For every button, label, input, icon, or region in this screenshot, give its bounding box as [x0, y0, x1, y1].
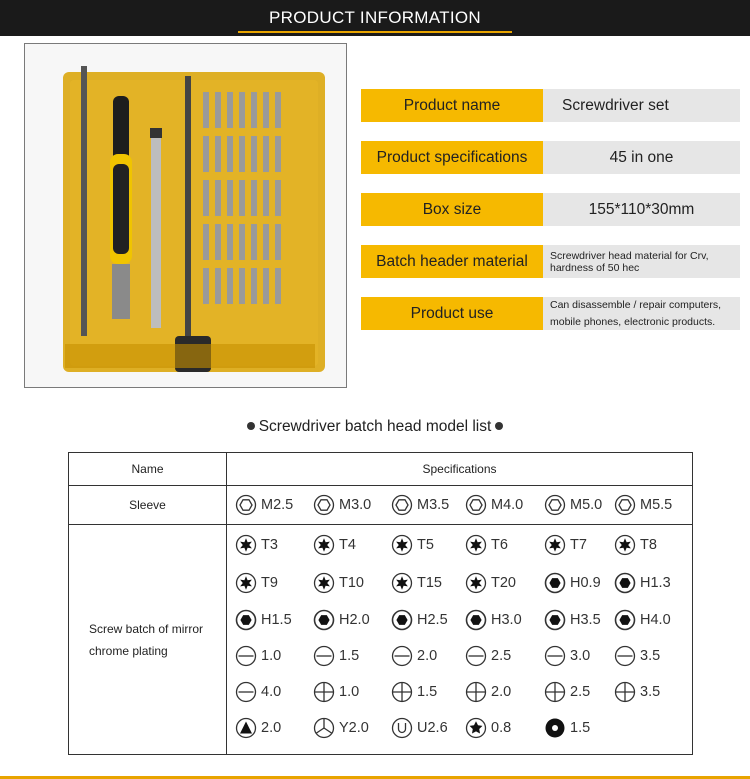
bit-model-label: H2.5 — [417, 612, 448, 628]
bit-model-label: T20 — [491, 575, 516, 591]
bit-model-label: 2.0 — [417, 648, 438, 664]
bit-model-label: T6 — [491, 537, 508, 553]
hex-key-icon — [391, 609, 413, 631]
bit-model — [235, 644, 281, 668]
bit-model — [465, 644, 511, 668]
bit-model-label: H2.0 — [339, 612, 370, 628]
bit-model-label: 1.5 — [570, 720, 591, 736]
phillips-icon — [313, 681, 335, 703]
screwdriver-set-illustration — [25, 44, 347, 388]
hex-key-icon — [235, 609, 257, 631]
hex-socket-icon — [614, 494, 636, 516]
spec-value — [543, 297, 740, 330]
hex-key-icon — [313, 609, 335, 631]
title-underline — [238, 31, 512, 33]
bit-model-label: H4.0 — [640, 612, 671, 628]
spec-row-product-use — [361, 297, 740, 330]
bit-model — [235, 608, 292, 632]
bit-model-label: T10 — [339, 575, 364, 591]
bit-model-label: 4.0 — [261, 684, 282, 700]
bit-model-label: T3 — [261, 537, 278, 553]
round-tip-icon — [544, 717, 566, 739]
spec-label: Product use — [361, 297, 543, 330]
bit-model — [313, 644, 359, 668]
torx-icon — [391, 572, 413, 594]
bit-model — [465, 493, 523, 517]
bit-model-label: M5.5 — [640, 497, 673, 513]
bit-model — [313, 716, 369, 740]
row-label-sleeve: Sleeve — [69, 486, 227, 525]
column-header-specifications: Specifications — [227, 453, 693, 486]
spec-row-batch-header-material — [361, 245, 740, 278]
hex-socket-icon — [544, 494, 566, 516]
table-row-mirror-chrome — [69, 525, 693, 755]
bit-model — [544, 533, 587, 557]
spec-value-line: Can disassemble / repair computers, — [550, 298, 721, 311]
bit-model-label: 1.0 — [339, 684, 360, 700]
bit-model-label: 2.0 — [491, 684, 512, 700]
bit-model — [235, 493, 293, 517]
spec-label: Product specifications — [361, 141, 543, 174]
spec-value-line: Screwdriver head material for Crv, — [550, 249, 709, 262]
torx-icon — [465, 534, 487, 556]
bit-model-label: 2.0 — [261, 720, 282, 736]
bit-model-label: M4.0 — [491, 497, 524, 513]
bit-model-label: 1.5 — [339, 648, 360, 664]
hex-socket-icon — [391, 494, 413, 516]
spec-label: Product name — [361, 89, 543, 122]
model-list-title-text: Screwdriver batch head model list — [258, 418, 492, 435]
bullet-icon — [247, 422, 255, 430]
bit-model — [465, 680, 511, 704]
bit-model-label: T7 — [570, 537, 587, 553]
torx-icon — [235, 534, 257, 556]
bit-model-label: Y2.0 — [339, 720, 369, 736]
bit-model — [313, 680, 359, 704]
model-list-title — [0, 418, 750, 436]
bit-model-label: H3.0 — [491, 612, 522, 628]
row-label-line: chrome plating — [89, 643, 168, 658]
bit-model — [391, 680, 437, 704]
u-tip-icon — [391, 717, 413, 739]
spec-label: Batch header material — [361, 245, 543, 278]
hex-key-icon — [614, 572, 636, 594]
phillips-icon — [614, 681, 636, 703]
bit-model — [544, 644, 590, 668]
bit-model — [391, 493, 449, 517]
bit-model-label: 1.5 — [417, 684, 438, 700]
bit-model-label: T4 — [339, 537, 356, 553]
bit-model-label: H1.3 — [640, 575, 671, 591]
hex-key-icon — [544, 572, 566, 594]
bit-model — [313, 571, 364, 595]
row-label-line: Screw batch of mirror — [89, 621, 204, 636]
bit-model-label: T15 — [417, 575, 442, 591]
spec-value — [543, 245, 740, 278]
bit-model — [235, 571, 278, 595]
spec-value-line: mobile phones, electronic products. — [550, 315, 716, 328]
sleeve-specs-area — [227, 486, 692, 524]
slotted-icon — [614, 645, 636, 667]
torx-icon — [544, 534, 566, 556]
bit-model — [614, 493, 672, 517]
bit-model-label: 2.5 — [570, 684, 591, 700]
hex-socket-icon — [235, 494, 257, 516]
tri-wing-icon — [235, 717, 257, 739]
bit-model-label: U2.6 — [417, 720, 448, 736]
hex-socket-icon — [313, 494, 335, 516]
bit-model — [544, 608, 601, 632]
spec-value: 45 in one — [543, 141, 740, 174]
hex-key-icon — [614, 609, 636, 631]
bit-model — [614, 680, 660, 704]
bit-model — [614, 608, 671, 632]
table-header-row — [69, 453, 693, 486]
bit-model-label: M3.0 — [339, 497, 372, 513]
bit-model — [391, 608, 448, 632]
slotted-icon — [235, 681, 257, 703]
bit-model — [313, 533, 356, 557]
bit-model — [235, 680, 281, 704]
bit-model — [313, 493, 371, 517]
bit-model — [544, 680, 590, 704]
spec-label: Box size — [361, 193, 543, 226]
hex-socket-icon — [465, 494, 487, 516]
pentalobe-icon — [465, 717, 487, 739]
spec-row-box-size — [361, 193, 740, 226]
bit-model — [465, 608, 522, 632]
spec-value: 155*110*30mm — [543, 193, 740, 226]
bit-model-label: T9 — [261, 575, 278, 591]
slotted-icon — [313, 645, 335, 667]
torx-icon — [313, 572, 335, 594]
mirror-specs-cell — [227, 525, 693, 755]
hex-key-icon — [465, 609, 487, 631]
spec-row-product-name — [361, 89, 740, 122]
y-tip-icon — [313, 717, 335, 739]
table-row-sleeve — [69, 486, 693, 525]
bit-model-label: 1.0 — [261, 648, 282, 664]
bit-model-label: T8 — [640, 537, 657, 553]
slotted-icon — [235, 645, 257, 667]
bit-model-label: H1.5 — [261, 612, 292, 628]
bit-model — [544, 716, 590, 740]
bit-model-label: 3.0 — [570, 648, 591, 664]
bit-model-label: M3.5 — [417, 497, 450, 513]
spec-value-line: hardness of 50 hec — [550, 261, 640, 274]
torx-icon — [313, 534, 335, 556]
hex-key-icon — [544, 609, 566, 631]
bit-model-label: H3.5 — [570, 612, 601, 628]
page-title: PRODUCT INFORMATION — [269, 8, 481, 27]
bit-model — [544, 571, 601, 595]
bit-model — [614, 533, 657, 557]
bit-model — [465, 533, 508, 557]
bit-model — [614, 644, 660, 668]
bit-model — [465, 571, 516, 595]
slotted-icon — [465, 645, 487, 667]
phillips-icon — [465, 681, 487, 703]
mirror-specs-area — [227, 525, 692, 754]
phillips-icon — [391, 681, 413, 703]
torx-icon — [614, 534, 636, 556]
column-header-name: Name — [69, 453, 227, 486]
bit-model — [391, 716, 448, 740]
bit-model-label: H0.9 — [570, 575, 601, 591]
spec-value: Screwdriver set — [543, 89, 740, 122]
bit-model — [614, 571, 671, 595]
bit-model — [235, 533, 278, 557]
bit-model-label: 3.5 — [640, 648, 661, 664]
slotted-icon — [544, 645, 566, 667]
slotted-icon — [391, 645, 413, 667]
model-table — [68, 452, 693, 755]
spec-row-product-specifications — [361, 141, 740, 174]
bit-model-label: 0.8 — [491, 720, 512, 736]
torx-icon — [465, 572, 487, 594]
row-label-mirror-chrome — [69, 525, 227, 755]
bit-model — [544, 493, 602, 517]
torx-icon — [391, 534, 413, 556]
bit-model-label: M5.0 — [570, 497, 603, 513]
bit-model — [391, 644, 437, 668]
torx-icon — [235, 572, 257, 594]
phillips-icon — [544, 681, 566, 703]
bit-model-label: 2.5 — [491, 648, 512, 664]
bit-model — [391, 571, 442, 595]
bit-model — [391, 533, 434, 557]
bit-model-label: T5 — [417, 537, 434, 553]
bullet-icon — [495, 422, 503, 430]
bit-model-label: M2.5 — [261, 497, 294, 513]
bit-model — [235, 716, 281, 740]
bit-model — [465, 716, 511, 740]
bit-model — [313, 608, 370, 632]
header-band — [0, 0, 750, 36]
product-photo — [24, 43, 347, 388]
sleeve-specs-cell — [227, 486, 693, 525]
bit-model-label: 3.5 — [640, 684, 661, 700]
